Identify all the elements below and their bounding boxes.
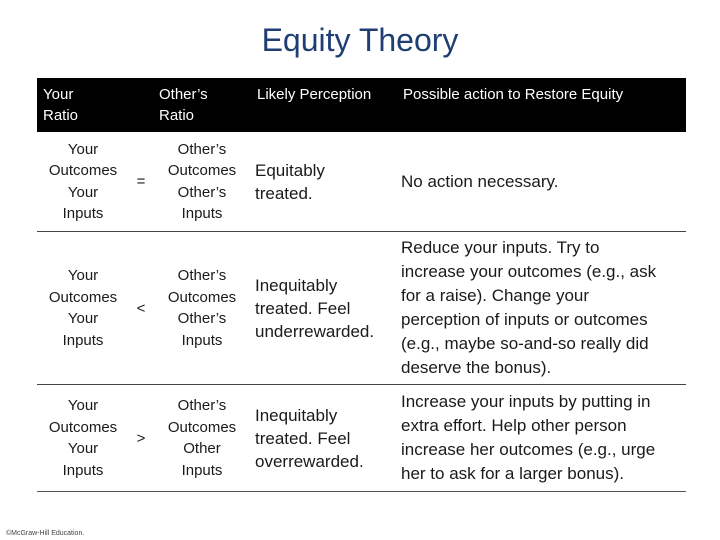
table-row — [37, 385, 686, 492]
perception-cell: Equitably treated. — [251, 132, 397, 232]
equity-table — [37, 78, 686, 492]
copyright-footer: ©McGraw-Hill Education. — [6, 530, 85, 537]
action-cell: Reduce your inputs. Try to increase your outcomes (e.g., ask for a raise). Change your perception of inputs or outcomes (e.g., maybe so-and-so really did deserve the bonus). — [397, 232, 686, 385]
perception-cell: Inequitably treated. Feel underrewarded. — [251, 232, 397, 385]
header-others-ratio: Other’s Ratio — [153, 78, 251, 132]
action-cell: Increase your inputs by putting in extra effort. Help other person increase her outcomes (e.g., urge her to ask for a larger bonus). — [397, 385, 686, 492]
others-ratio-cell: Other’s Outcomes Other Inputs — [153, 385, 251, 492]
others-ratio-cell: Other’s Outcomes Other’s Inputs — [153, 132, 251, 232]
header-spacer — [129, 78, 153, 132]
header-your-ratio: Your Ratio — [37, 78, 129, 132]
your-ratio-cell: Your Outcomes Your Inputs — [37, 132, 129, 232]
comparison-operator: = — [129, 132, 153, 232]
comparison-operator: > — [129, 385, 153, 492]
action-cell: No action necessary. — [397, 132, 686, 232]
table-row — [37, 232, 686, 385]
slide-title: Equity Theory — [261, 22, 459, 58]
table-row — [37, 132, 686, 232]
header-possible-action: Possible action to Restore Equity — [397, 78, 686, 132]
your-ratio-cell: Your Outcomes Your Inputs — [37, 232, 129, 385]
header-likely-perception: Likely Perception — [251, 78, 397, 132]
your-ratio-cell: Your Outcomes Your Inputs — [37, 385, 129, 492]
table-header-row — [37, 78, 686, 132]
others-ratio-cell: Other’s Outcomes Other’s Inputs — [153, 232, 251, 385]
perception-cell: Inequitably treated. Feel overrewarded. — [251, 385, 397, 492]
comparison-operator: < — [129, 232, 153, 385]
